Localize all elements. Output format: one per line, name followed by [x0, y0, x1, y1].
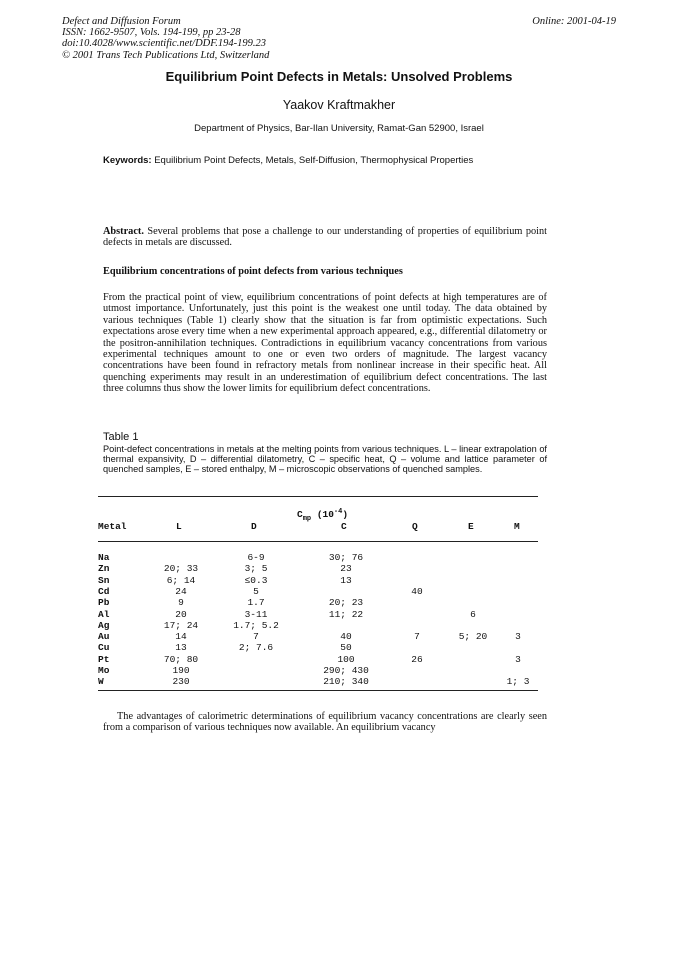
table-cell: 9: [178, 597, 184, 609]
body-paragraph: From the practical point of view, equilibrium concentrations of point defects at high temperatures are of utmost importance. Unfortunately, just this point is the weakest one until today. The data obtained by various techniques (Table 1) clearly show that the situation is far from optimistic expectations. Such expectations arose every time when a new experimental approach appeared, e.g., differential dilatometry or the positron-annihilation techniques. Contradictions in equilibrium vacancy concentrations from various experimental techniques amount to one or even two orders of magnitude. The largest vacancy concentrations have been found in refractory metals from nonlinear increase in their specific heat. All quenching experiments may result in an underestimation of equilibrium defect concentrations. The last three columns thus show the lower limits for equilibrium defect concentrations.: [103, 292, 547, 395]
metal-cell: Na: [98, 552, 110, 563]
header-l: L: [176, 521, 182, 532]
metal-cell: Mo: [98, 665, 110, 676]
author-name: Yaakov Kraftmakher: [282, 98, 396, 112]
cmp-unit-open: (10: [316, 509, 334, 521]
metal-cell: Al: [98, 608, 110, 620]
table-cell: 11; 22: [328, 608, 364, 620]
table-cell: 2; 7.6: [238, 642, 274, 654]
keywords: [103, 155, 473, 166]
keywords-text: Equilibrium Point Defects, Metals, Self-Diffusion, Thermophysical Properties: [154, 155, 474, 166]
table-header-rule: [98, 541, 538, 542]
table-cell: 6: [470, 608, 476, 620]
table-cell: 7: [414, 631, 420, 643]
abstract-text: Several problems that pose a challenge to our understanding of properties of equilibrium point defects in metals are discussed.: [103, 226, 548, 249]
table-cell: 23: [340, 563, 352, 575]
metal-cell: Pt: [98, 653, 110, 665]
table-cell: 3-11: [244, 608, 268, 620]
table-bottom-rule: [98, 690, 538, 691]
metal-cell: Zn: [98, 563, 110, 575]
table-cell: 290; 430: [323, 665, 369, 676]
affiliation: Department of Physics, Bar-Ilan University, Ramat-Gan 52900, Israel: [194, 123, 484, 134]
abstract: [103, 226, 547, 249]
table-cell: 1; 3: [506, 676, 530, 688]
section-heading: Equilibrium concentrations of point defects from various techniques: [103, 266, 403, 277]
table-cell: 3: [515, 631, 521, 643]
journal-header: [62, 16, 269, 61]
metal-cell: Cu: [98, 642, 110, 654]
table-cell: 13: [175, 642, 187, 654]
table-cell: 7: [253, 631, 259, 643]
table-cell: 24: [175, 585, 187, 597]
table-cell: 210; 340: [323, 676, 369, 688]
metal-cell: Au: [98, 631, 110, 643]
table-cell: 6-9: [247, 552, 265, 563]
table-cell: 14: [175, 631, 187, 643]
table-cell: 230: [172, 676, 190, 688]
table-cell: 20: [175, 608, 187, 620]
header-metal: Metal: [98, 521, 127, 532]
metal-cell: Ag: [98, 619, 110, 631]
metal-cell: W: [98, 676, 104, 688]
paper-title: Equilibrium Point Defects in Metals: Unsolved Problems: [165, 69, 513, 84]
table-cell: 40: [340, 631, 352, 643]
header-e: E: [468, 521, 474, 532]
table-cell: 30; 76: [328, 552, 364, 563]
table-cell: 40: [411, 585, 423, 597]
table-cell: 20; 23: [328, 597, 364, 609]
copyright-line: © 2001 Trans Tech Publications Ltd, Switzerland: [62, 49, 270, 61]
header-c: C: [341, 521, 347, 532]
table-cell: 5: [253, 585, 259, 597]
table-cell: 5; 20: [458, 631, 488, 643]
cmp-sub: mp: [302, 515, 312, 524]
table-cell: 26: [411, 653, 423, 665]
table-cell: 20; 33: [163, 563, 199, 575]
table-top-rule: [98, 496, 538, 497]
table-cell: 190: [172, 665, 190, 676]
table-cell: 1.7; 5.2: [233, 619, 279, 631]
table-cell: 3; 5: [244, 563, 268, 575]
journal-name: Defect and Diffusion Forum: [62, 16, 181, 27]
header-q: Q: [412, 521, 418, 532]
table-cell: 50: [340, 642, 352, 654]
keywords-label: Keywords:: [103, 155, 152, 166]
table-cell: 3: [515, 653, 521, 665]
table-cell: 13: [340, 574, 352, 586]
issn-line: ISSN: 1662-9507, Vols. 194-199, pp 23-28: [62, 27, 241, 39]
table-cell: 100: [337, 653, 355, 665]
header-m: M: [514, 521, 520, 532]
cmp-unit-exp: -4: [333, 508, 343, 516]
table-cell: 6; 14: [166, 574, 196, 586]
table-cell: 70; 80: [163, 653, 199, 665]
metal-cell: Sn: [98, 574, 110, 586]
table-caption: Point-defect concentrations in metals at the melting points from various techniques. L – linear extrapolation of thermal expansivity, D – differential dilatometry, C – specific heat, Q – volume and lattice parameter of quenched samples, E – stored enthalpy, M – microscopic observations of quenched samples.: [103, 444, 547, 475]
cmp-unit-close: ): [342, 509, 349, 521]
abstract-label: Abstract.: [103, 226, 144, 237]
online-date: Online: 2001-04-19: [532, 16, 616, 27]
cmp-main: C: [297, 509, 303, 521]
table-cell: 17; 24: [163, 619, 199, 631]
table-cell: ≤0.3: [244, 574, 268, 586]
table-cell: 1.7: [247, 597, 265, 609]
doi-line: doi:10.4028/www.scientific.net/DDF.194-199.23: [62, 38, 267, 50]
header-d: D: [251, 521, 257, 532]
table-title: Table 1: [103, 431, 139, 443]
metal-cell: Cd: [98, 585, 110, 597]
metal-cell: Pb: [98, 597, 110, 609]
closing-paragraph: The advantages of calorimetric determinations of equilibrium vacancy concentrations are clearly seen from a comparison of various techniques now available. An equilibrium vacancy: [103, 711, 547, 734]
